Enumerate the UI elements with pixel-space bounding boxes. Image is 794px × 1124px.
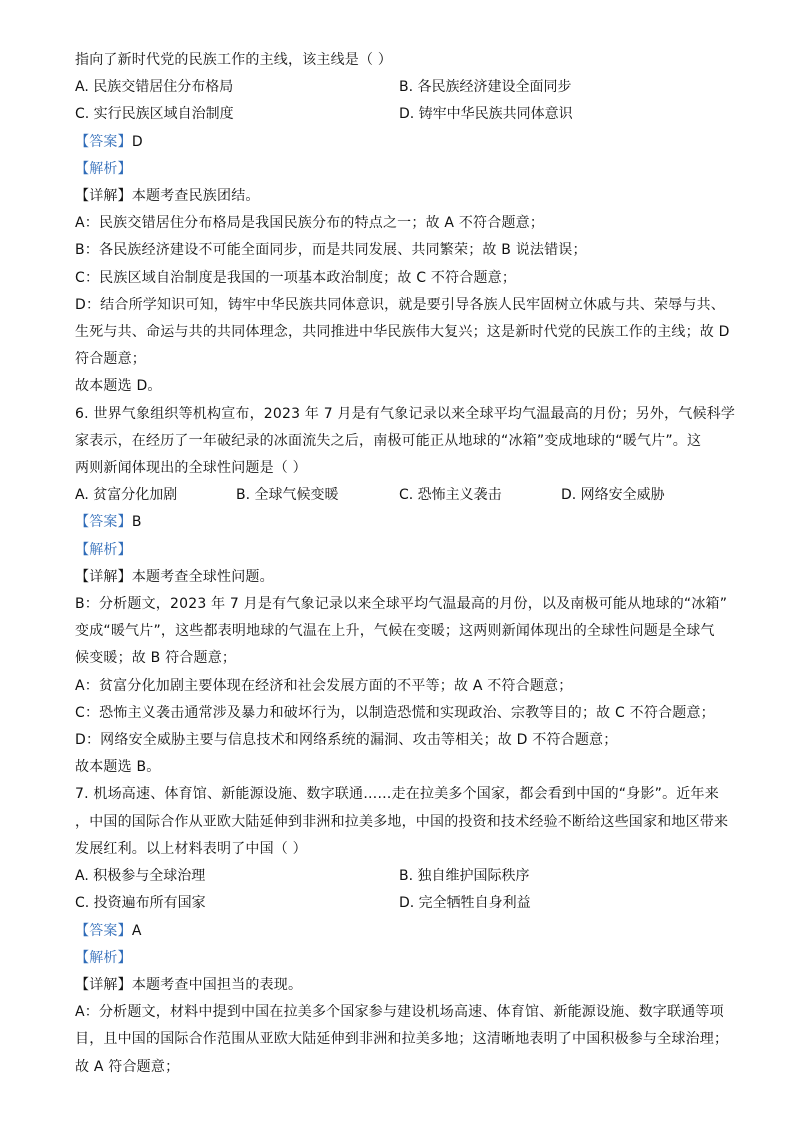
q6-option-b: B. 全球气候变暖: [236, 487, 339, 504]
detail-tag: 【详解】: [75, 976, 132, 993]
q7-options-row-1: [75, 863, 735, 890]
detail-tag: 【详解】: [75, 188, 132, 205]
q5-option-a: A. 民族交错居住分布格局: [75, 79, 234, 96]
answer-tag: 【答案】: [75, 922, 132, 939]
q7-option-a: A. 积极参与全球治理: [75, 868, 206, 885]
q6-line: 候变暖；故 B 符合题意；: [75, 650, 237, 667]
q6-conclusion: 故本题选 B。: [75, 759, 161, 776]
q5-option-c: C. 实行民族区域自治制度: [75, 106, 234, 123]
q7-option-b: B. 独自维护国际秩序: [399, 868, 530, 885]
q6-line: D：网络安全威胁主要与信息技术和网络系统的漏洞、攻击等相关；故 D 不符合题意；: [75, 732, 618, 749]
q5-detail-intro: 本题考查民族团结。: [131, 188, 260, 205]
q5-line: B：各民族经济建设不可能全面同步，而是共同发展、共同繁荣；故 B 说法错误；: [75, 242, 587, 259]
q5-conclusion: 故本题选 D。: [75, 378, 162, 395]
q5-answer-line: [75, 129, 735, 156]
q5-detail-line: [75, 183, 735, 210]
q6-analysis-tag: 【解析】: [75, 541, 132, 558]
q7-option-d: D. 完全牺牲自身利益: [399, 895, 531, 912]
q7-stem-line: ，中国的国际合作从亚欧大陆延伸到非洲和拉美多地，中国的投资和技术经验不断给这些国家和地区带来: [75, 813, 729, 830]
q6-option-a: A. 贫富分化加剧: [75, 487, 178, 504]
q6-stem-line: 家表示，在经历了一年破纪录的冰面流失之后，南极可能正从地球的“冰箱”变成地球的“暖气片”。这: [75, 432, 702, 449]
q7-line: A：分析题文，材料中提到中国在拉美多个国家参与建设机场高速、体育馆、新能源设施、数字联通等项: [75, 1004, 724, 1021]
q7-line: 故 A 符合题意；: [75, 1058, 180, 1075]
q7-answer-line: [75, 918, 735, 945]
q7-stem-line: 发展红利。以上材料表明了中国（ ）: [75, 840, 307, 857]
q6-stem-line: 6. 世界气象组织等机构宣布，2023 年 7 月是有气象记录以来全球平均气温最高的月份；另外，气候科学: [75, 405, 736, 422]
q6-option-d: D. 网络安全威胁: [561, 487, 665, 504]
q6-line: A：贫富分化加剧主要体现在经济和社会发展方面的不平等；故 A 不符合题意；: [75, 677, 573, 694]
q5-line: 生死与共、命运与共的共同体理念，共同推进中华民族伟大复兴；这是新时代党的民族工作的主线；故 D: [75, 324, 730, 341]
q5-option-d: D. 铸牢中华民族共同体意识: [399, 106, 573, 123]
q7-options-row-2: [75, 890, 735, 917]
q5-option-b: B. 各民族经济建设全面同步: [399, 79, 572, 96]
q6-line: 变成“暖气片”，这些都表明地球的气温在上升，气候在变暖；这两则新闻体现出的全球性问题是全球气: [75, 623, 715, 640]
q5-line: D：结合所学知识可知，铸牢中华民族共同体意识，就是要引导各族人民牢固树立休戚与共、荣辱与共、: [75, 296, 725, 313]
q6-detail-intro: 本题考查全球性问题。: [131, 568, 274, 585]
q6-line: C：恐怖主义袭击通常涉及暴力和破坏行为，以制造恐慌和实现政治、宗教等目的；故 C 不符合题意；: [75, 704, 715, 721]
q5-analysis-tag: 【解析】: [75, 160, 132, 177]
q6-answer-line: [75, 509, 735, 536]
document-page: [75, 47, 735, 1081]
q5-options-row-1: [75, 74, 735, 101]
q5-line: 符合题意；: [75, 351, 146, 368]
q7-analysis-tag: 【解析】: [75, 949, 132, 966]
q6-detail-line: [75, 564, 735, 591]
q7-option-c: C. 投资遍布所有国家: [75, 895, 206, 912]
q6-option-c: C. 恐怖主义袭击: [399, 487, 502, 504]
detail-tag: 【详解】: [75, 568, 132, 585]
answer-tag: 【答案】: [75, 133, 132, 150]
q7-line: 目，且中国的国际合作范围从亚欧大陆延伸到非洲和拉美多地；这清晰地表明了中国积极参与全球治理；: [75, 1031, 729, 1048]
answer-tag: 【答案】: [75, 514, 132, 531]
q5-answer: D: [131, 133, 143, 150]
q6-stem-line: 两则新闻体现出的全球性问题是（ ）: [75, 460, 307, 477]
q7-stem-line: 7. 机场高速、体育馆、新能源设施、数字联通……走在拉美多个国家，都会看到中国的“身影”。近年来: [75, 786, 719, 803]
q6-options-row: [75, 482, 735, 509]
q6-answer: B: [131, 514, 142, 531]
q7-detail-line: [75, 972, 735, 999]
q6-line: B：分析题文，2023 年 7 月是有气象记录以来全球平均气温最高的月份，以及南极可能从地球的“冰箱”: [75, 596, 728, 613]
q7-detail-intro: 本题考查中国担当的表现。: [131, 976, 303, 993]
q5-line: C：民族区域自治制度是我国的一项基本政治制度；故 C 不符合题意；: [75, 269, 517, 286]
q7-answer: A: [131, 922, 142, 939]
q5-stem-continuation: 指向了新时代党的民族工作的主线，该主线是（ ）: [75, 52, 393, 68]
q5-line: A：民族交错居住分布格局是我国民族分布的特点之一；故 A 不符合题意；: [75, 215, 545, 232]
q5-options-row-2: [75, 101, 735, 128]
